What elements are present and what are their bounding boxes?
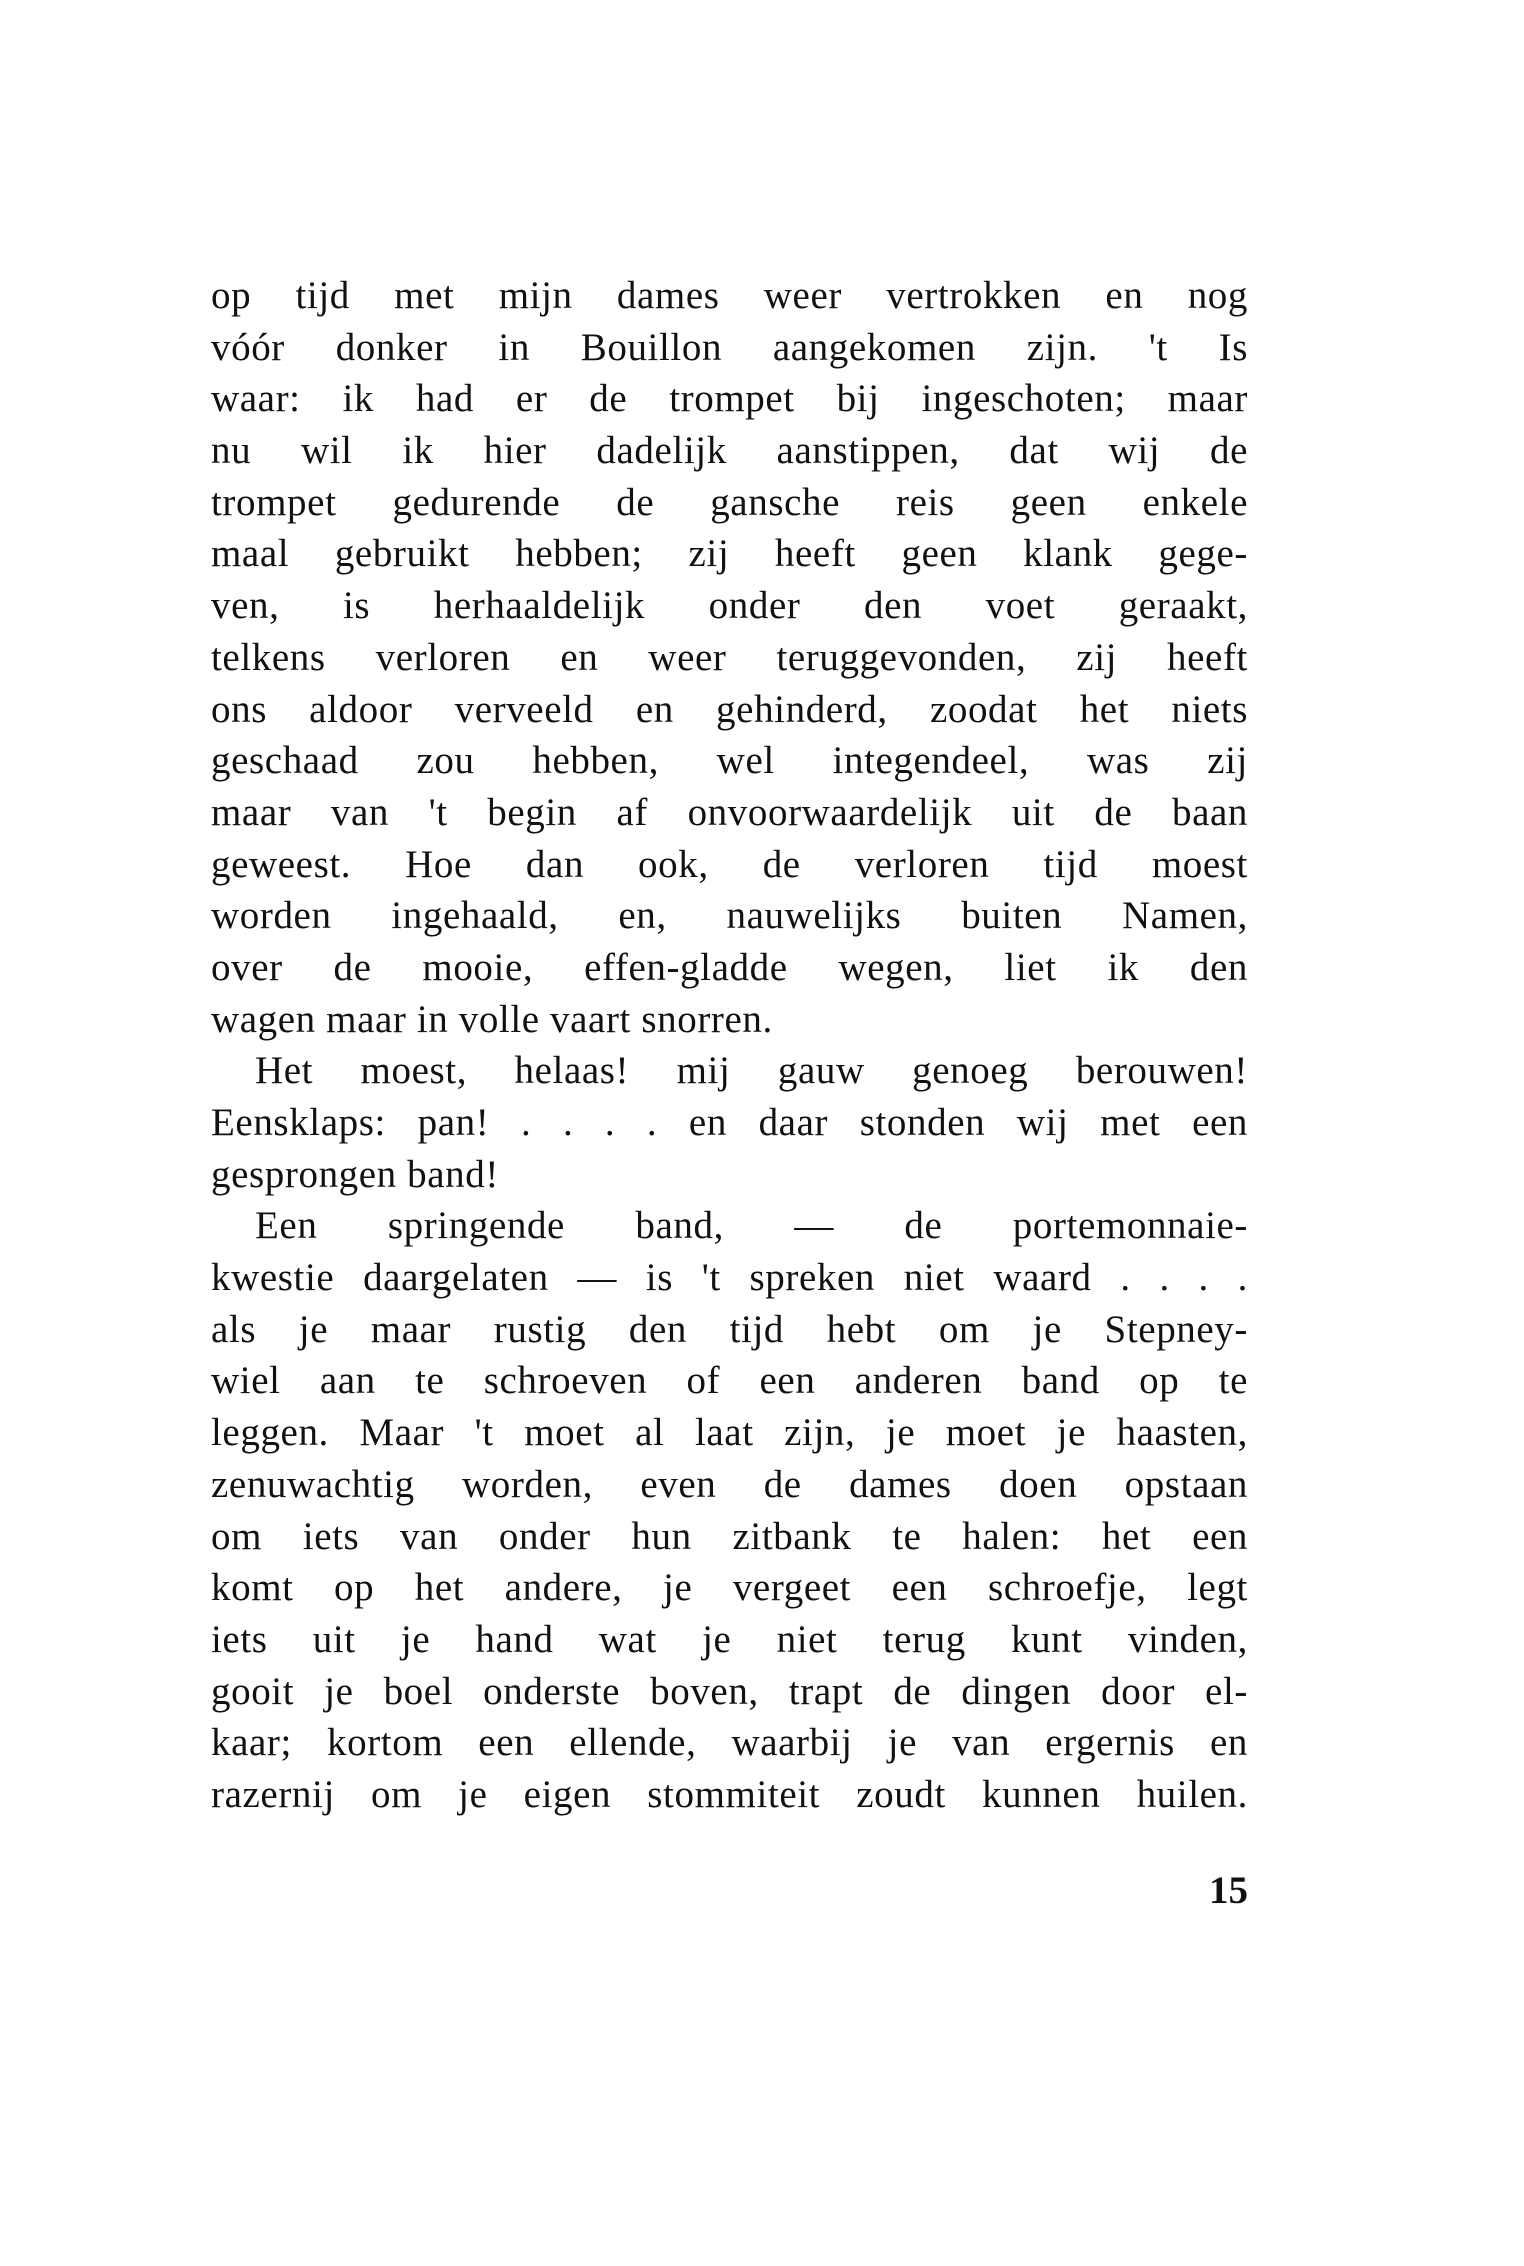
text-line: Eensklaps: pan! . . . . en daar stonden wij met een <box>211 1101 1248 1144</box>
text-line: nu wil ik hier dadelijk aanstippen, dat wij de <box>211 429 1248 473</box>
text-line: geschaad zou hebben, wel integendeel, was zij <box>211 739 1248 783</box>
page-number: 15 <box>1209 1869 1248 1912</box>
text-line: vóór donker in Bouillon aangekomen zijn. 't Is <box>211 325 1248 369</box>
body-text <box>211 270 1248 1821</box>
text-line: iets uit je hand wat je niet terug kunt vinden, <box>211 1617 1248 1661</box>
text-line: telkens verloren en weer teruggevonden, zij heeft <box>211 635 1248 679</box>
text-line: als je maar rustig den tijd hebt om je Stepney- <box>211 1307 1248 1351</box>
text-line: gooit je boel onderste boven, trapt de dingen door el- <box>211 1669 1248 1713</box>
text-line: over de mooie, effen-gladde wegen, liet ik den <box>211 945 1248 989</box>
text-line: leggen. Maar 't moet al laat zijn, je moet je haasten, <box>211 1411 1248 1455</box>
text-line: geweest. Hoe dan ook, de verloren tijd moest <box>211 842 1248 886</box>
text-line: gesprongen band! <box>211 1152 499 1196</box>
text-line: om iets van onder hun zitbank te halen: het een <box>211 1514 1248 1558</box>
text-line: ven, is herhaaldelijk onder den voet geraakt, <box>211 584 1248 628</box>
text-line: wiel aan te schroeven of een anderen band op te <box>211 1359 1248 1403</box>
text-line: maal gebruikt hebben; zij heeft geen klank gege- <box>211 532 1248 576</box>
text-line: op tijd met mijn dames weer vertrokken en nog <box>211 274 1248 317</box>
text-line: waar: ik had er de trompet bij ingeschoten; maar <box>211 377 1248 421</box>
text-line: kwestie daargelaten — is 't spreken niet waard . . . . <box>211 1256 1248 1300</box>
text-line: worden ingehaald, en, nauwelijks buiten Namen, <box>211 894 1248 938</box>
text-line: zenuwachtig worden, even de dames doen opstaan <box>211 1462 1248 1506</box>
text-line: maar van 't begin af onvoorwaardelijk uit de baan <box>211 790 1248 834</box>
text-line: kaar; kortom een ellende, waarbij je van ergernis en <box>211 1721 1248 1765</box>
text-line: Het moest, helaas! mij gauw genoeg berouwen! <box>255 1049 1248 1093</box>
text-line: Een springende band, — de portemonnaie- <box>255 1204 1248 1248</box>
text-line: trompet gedurende de gansche reis geen enkele <box>211 480 1248 524</box>
text-line: komt op het andere, je vergeet een schroefje, legt <box>211 1566 1248 1610</box>
text-line: ons aldoor verveeld en gehinderd, zoodat het niets <box>211 687 1248 731</box>
text-line: wagen maar in volle vaart snorren. <box>211 997 773 1041</box>
text-line: razernij om je eigen stommiteit zoudt kunnen huilen. <box>211 1772 1248 1816</box>
